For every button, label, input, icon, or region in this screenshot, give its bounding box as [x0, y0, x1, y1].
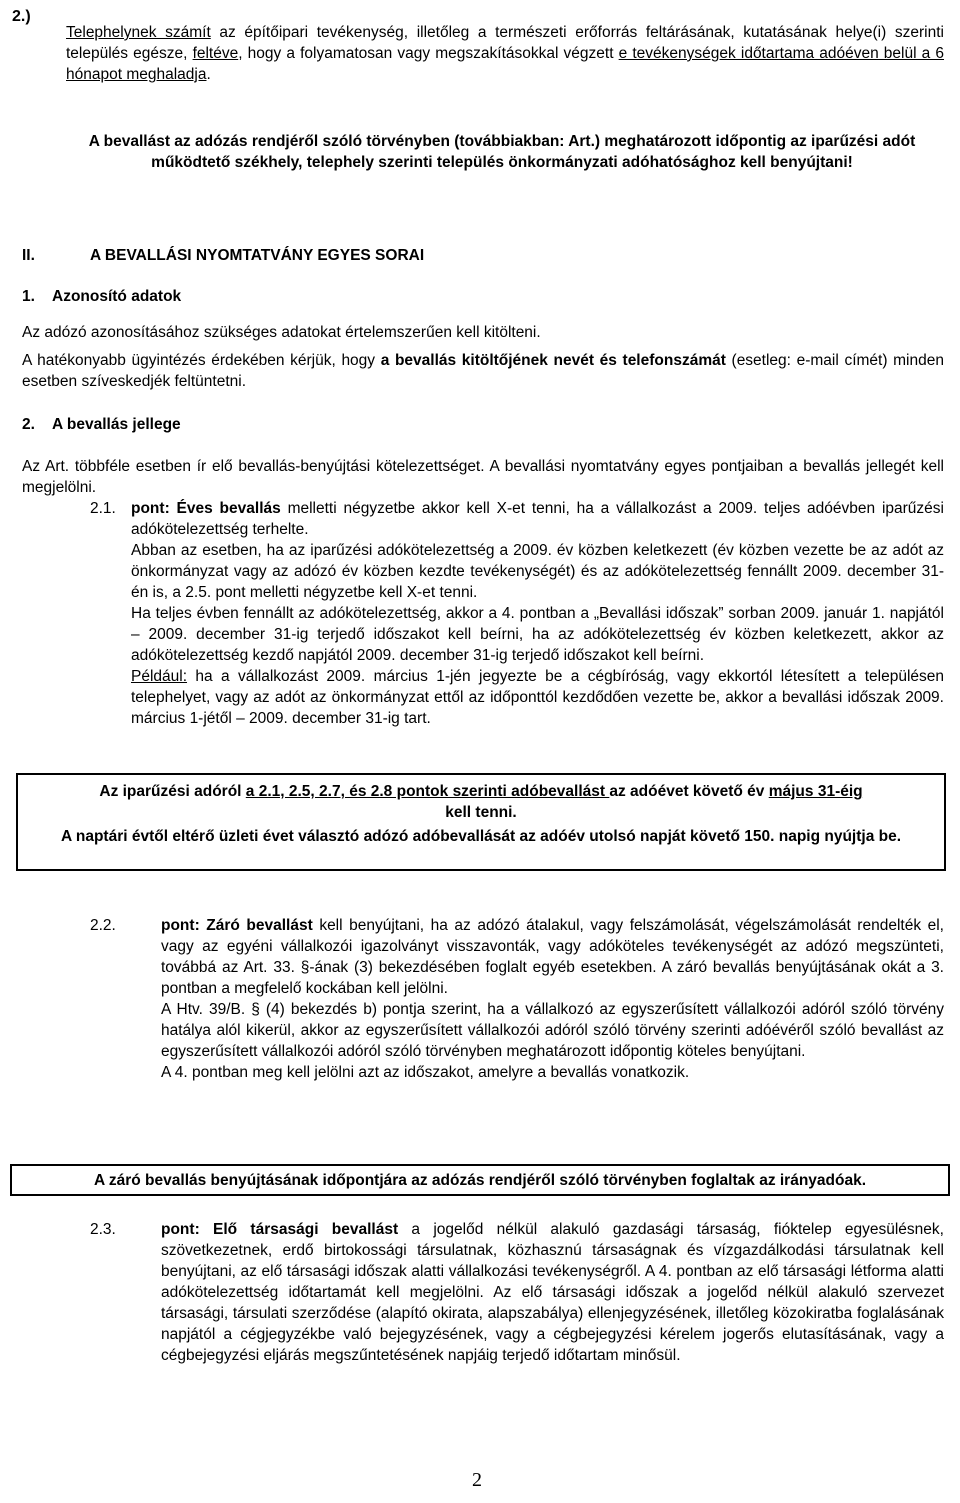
intro-text-2: , hogy a folyamatosan vagy megszakításokkal végzett [238, 45, 619, 62]
notice-l1b: a 2.1, 2.5, 2.7, és 2.8 pontok szerinti adóbevallást [245, 783, 610, 800]
item-2-2-block [161, 915, 944, 1083]
sub2-para-1: Az Art. többféle esetben ír elő bevallás-benyújtási kötelezettséget. A bevallási nyomtatvány egyes pontjaiban a bevallás jellegét kell megjelölni. [22, 458, 944, 496]
item-2-1-number: 2.1. [90, 500, 116, 517]
intro-condition: feltéve [192, 45, 239, 62]
notice-box-deadline-line2: kell tenni. [445, 804, 517, 821]
item-2-1-para-3: Ha teljes évben fennállt az adókötelezettség, akkor a 4. pontban a „Bevallási időszak” sorban 2009. január 1. napjától – 2009. december 31-ig terjedő időszakot kell beírni, ha az adókötelezettség év közben keletkezett, akkor az adókötelezettség kezdő napjától 2009. december 31-ig terjedő időszakot kell beírni. [131, 605, 944, 664]
sub1-para-1: Az adózó azonosításához szükséges adatokat értelemszerűen kell kitölteni. [22, 324, 541, 341]
item-2-2-text: kell benyújtani, ha az adózó átalakul, vagy felszámolását, végelszámolását rendelték el, vagy az egyéni vállalkozói igazolványt visszavonták, vagy adóköteles tevékenységét az adózó megszünteti, továbbá az Art. 33. §-ának (3) bekezdésében foglalt egyéb esetekben. A záró bevallás benyújtásának okát a 3. pontban a megfelelő kockában kell jelölni. [161, 917, 944, 997]
item-2-3-block [161, 1219, 944, 1366]
sub1-para-2-lead: A hatékonyabb ügyintézés érdekében kérjük, hogy [22, 352, 381, 369]
item-2-2-para-1 [161, 915, 944, 999]
sub1-para-2-bold: a bevallás kitöltőjének nevét és telefonszámát [380, 352, 726, 369]
notice-l1d: május 31-éig [768, 783, 863, 800]
sub2-number: 2. [22, 416, 35, 433]
intro-duration: e tevékenységek időtartama adóéven belül a 6 hónapot meghaladja [66, 45, 945, 83]
sub1-para-2 [22, 350, 944, 392]
sub2-title: A bevallás jellege [52, 416, 181, 433]
item-2-1-text: melletti négyzetbe akkor kell X-et tenni, ha a vállalkozást a 2009. teljes adóévben iparűzési adókötelezettség terhelte. [131, 500, 944, 538]
intro-paragraph [66, 22, 944, 85]
notice-box-deadline [16, 773, 946, 871]
item-2-1-example-label: Például: [131, 668, 188, 685]
item-2-2-number: 2.2. [90, 917, 116, 934]
item-2-2-para-2: A Htv. 39/B. § (4) bekezdés b) pontja szerint, ha a vállalkozó az egyszerűsített vállalkozói adóról szóló törvény hatálya alól kikerül, akkor az egyszerűsített vállalkozói adóról szóló törvény szerinti adóévéről szóló bevallást az egyszerűsített vállalkozói adóról szóló törvényben meghatározott időpontig köteles benyújtani. [161, 1001, 944, 1060]
item-2-2-para-3: A 4. pontban meg kell jelölni azt az időszakot, amelyre a bevallás vonatkozik. [161, 1064, 690, 1081]
intro-period: . [206, 66, 211, 83]
notice-l1c: az adóévet követő év [609, 783, 769, 800]
notice-box-deadline-line3: A naptári évtől eltérő üzleti évet választó adózó adóbevallását az adóév utolsó napját követő 150. napig nyújtja be. [60, 828, 902, 845]
item-2-3-para-1 [161, 1219, 944, 1366]
notice-box-deadline-line1 [30, 781, 932, 802]
section-roman: II. [22, 247, 35, 264]
notice-l1a: Az iparűzési adóról [99, 783, 246, 800]
section-title: A BEVALLÁSI NYOMTATVÁNY EGYES SORAI [90, 247, 425, 264]
item-2-1-example-text: ha a vállalkozást 2009. március 1-jén jegyezte be a cégbíróság, vagy ekkortól létesített a településen telephelyet, vagy az adót az önkormányzat ettől az időponttól kezdődően vezette be, akkor a bevallási időszak 2009. március 1-jétől – 2009. december 31-ig tart. [131, 668, 944, 727]
item-2-1-para-2: Abban az esetben, ha az iparűzési adókötelezettség a 2009. év közben keletkezett (év közben vezette be az adót az önkormányzat vagy az adózó év közben kezdte tevékenységét) és az adókötelezettség fennállt 2009. december 31-én is, a 2.5. pont melletti négyzetbe kell X-et tenni. [131, 542, 944, 601]
item-2-3-text: a jogelőd nélkül alakuló gazdasági társaság, fióktelep egyesülésnek, szövetkezetnek, erdő birtokossági társulatnak, közhasznú társaságnak és vízgazdálkodási társulatnak kell benyújtani, az elő társasági időszak alatti vállalkozási tevékenységről. A 4. pontban az elő társasági létforma alatti adókötelezettség időtartamát kell megjelölni. Az elő társasági időszak a jogelőd nélkül alakuló szervezet társasági, társulati szerződése (alapító okirata, alapszabálya) ellenjegyzésének, illetőleg közokiratba foglalásának napjától a cégjegyzékbe való bejegyzésének, vagy a cégbejegyzési kérelem jogerős elutasításának, vagy a cégbejegyzési eljárás megszűntetésének napjáig terjedő időtartam minősül. [161, 1221, 944, 1364]
item-2-1-lead: pont: Éves bevallás [131, 500, 281, 517]
notice-box-closing [10, 1164, 950, 1196]
item-2-1-block [131, 498, 944, 729]
sub1-number: 1. [22, 288, 35, 305]
item-2-3-lead: pont: Elő társasági bevallást [161, 1221, 399, 1238]
item-2-2-lead: pont: Záró bevallást [161, 917, 313, 934]
item-2-1-para-1 [131, 498, 944, 540]
item-2-1-para-4 [131, 666, 944, 729]
notice-box-closing-text: A záró bevallás benyújtásának időpontjára az adózás rendjéről szóló törvényben foglaltak az irányadóak. [93, 1172, 867, 1189]
intro-term: Telephelynek számít [66, 24, 211, 41]
page-number: 2 [472, 1469, 482, 1491]
item-marker: 2.) [12, 8, 31, 25]
intro-text: az építőipari tevékenység, illetőleg a természeti erőforrás feltárásának, kutatásának helye(i) szerinti település egésze, [66, 24, 944, 62]
intro-bold-notice: A bevallást az adózás rendjéről szóló törvényben (továbbiakban: Art.) meghatározott időpontig az iparűzési adót működtető székhely, telephely szerinti település önkormányzati adóhatósághoz kell benyújtani! [88, 133, 916, 171]
sub1-title: Azonosító adatok [52, 288, 182, 305]
item-2-3-number: 2.3. [90, 1221, 116, 1238]
sub1-para-2-tail: (esetleg: e-mail címét) minden esetben szíveskedjék feltüntetni. [22, 352, 944, 390]
